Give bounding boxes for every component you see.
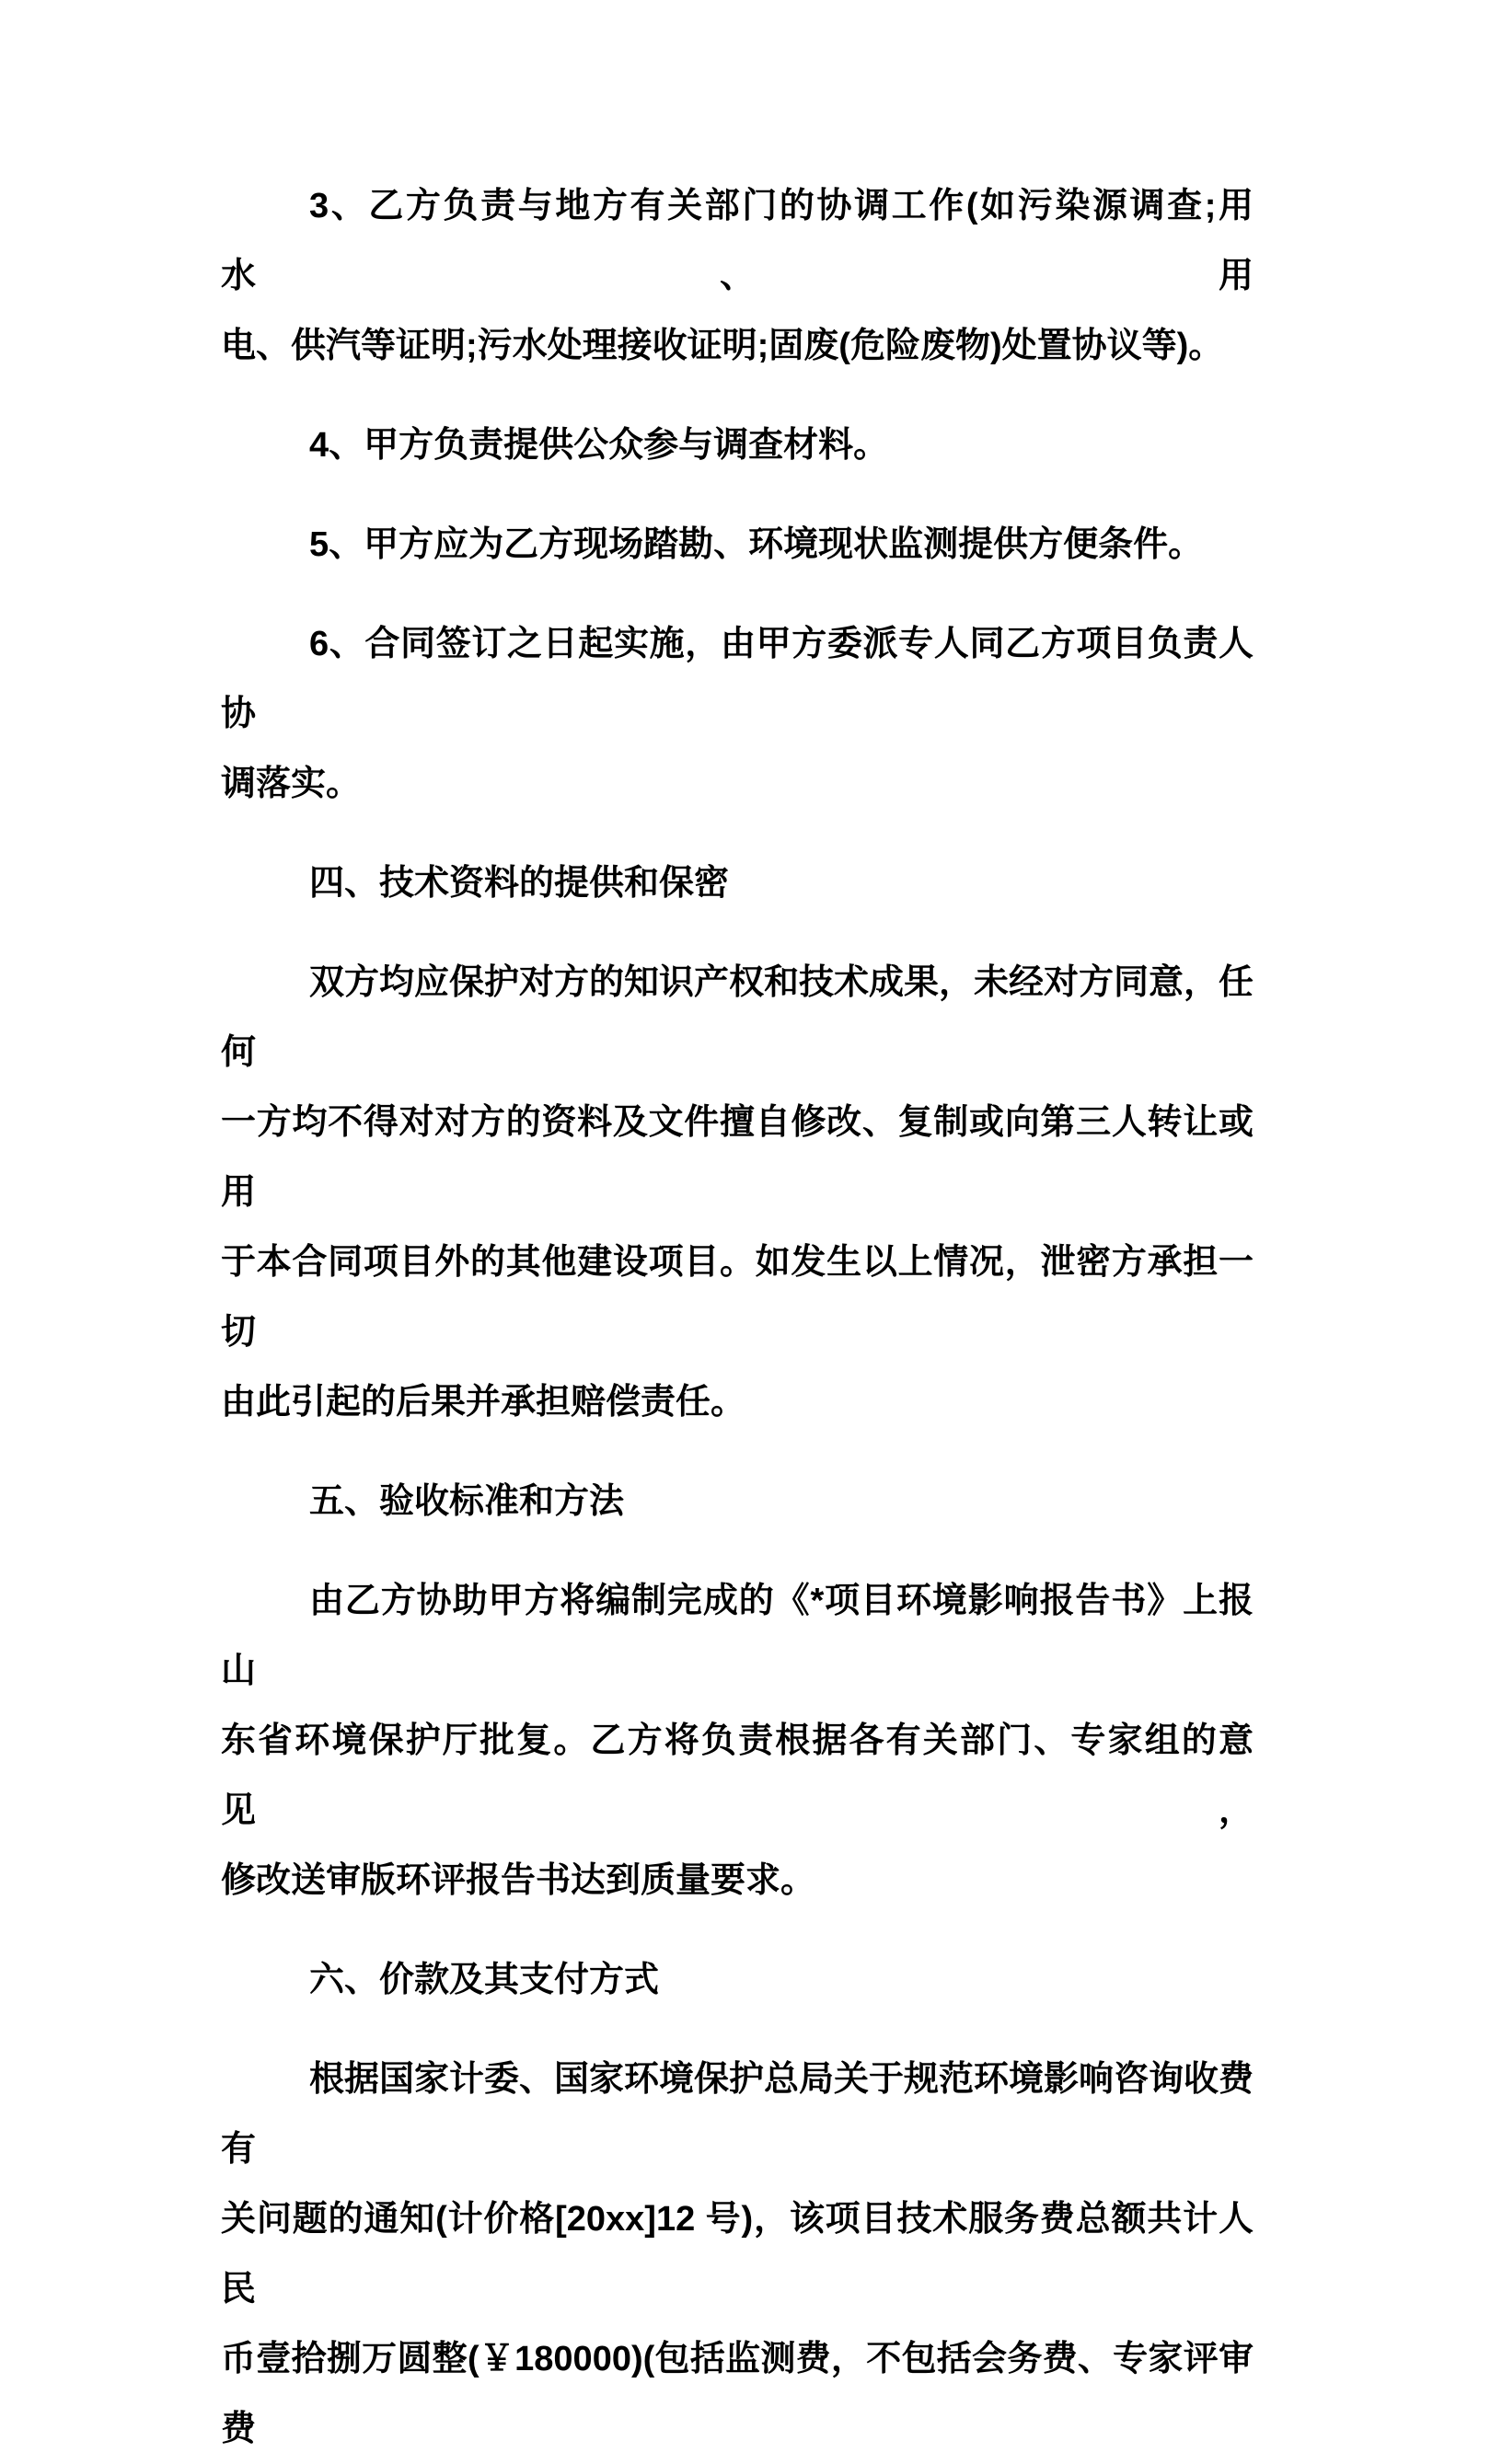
text-line: 四、技术资料的提供和保密 (309, 864, 730, 903)
text-line: 3、乙方负责与地方有关部门的协调工作(如污染源调查;用水、用 (221, 187, 1254, 295)
text-line: 由乙方协助甲方将编制完成的《*项目环境影响报告书》上报山 (221, 1582, 1254, 1690)
text-line: 于本合同项目外的其他建设项目。如发生以上情况，泄密方承担一切 (221, 1243, 1254, 1352)
text-line: 一方均不得对对方的资料及文件擅自修改、复制或向第三人转让或用 (221, 1103, 1254, 1212)
text-line: 双方均应保护对方的知识产权和技术成果，未经对方同意，任何 (221, 963, 1254, 1072)
contract-text-block (221, 171, 1254, 2464)
text-line: 4、甲方负责提供公众参与调查材料。 (309, 426, 889, 465)
section-5-body (221, 1566, 1254, 1916)
section-6-body (221, 2044, 1254, 2464)
section-4-heading (221, 848, 1254, 918)
text-line: 关问题的通知(计价格[20xx]12 号)，该项目技术服务费总额共计人民 (221, 2200, 1254, 2309)
text-line: 5、甲方应为乙方现场踏勘、环境现状监测提供方便条件。 (309, 525, 1204, 564)
text-line: 电、供汽等证明;污水处理接收证明;固废(危险废物)处置协议等)。 (221, 327, 1224, 365)
text-line: 6、合同签订之日起实施，由甲方委派专人同乙方项目负责人协 (221, 625, 1254, 733)
text-line: 调落实。 (221, 765, 362, 803)
text-line: 由此引起的后果并承担赔偿责任。 (221, 1383, 746, 1422)
text-line: 六、价款及其支付方式 (309, 1961, 660, 1999)
section-4-body (221, 948, 1254, 1437)
clause-4 (221, 410, 1254, 480)
text-line: 根据国家计委、国家环境保护总局关于规范环境影响咨询收费有 (221, 2060, 1254, 2169)
text-line: 修改送审版环评报告书达到质量要求。 (221, 1861, 816, 1900)
clause-3 (221, 171, 1254, 381)
text-line: 币壹拾捌万圆整(￥180000)(包括监测费，不包括会务费、专家评审费 (221, 2340, 1254, 2448)
clause-5 (221, 510, 1254, 580)
clause-6 (221, 609, 1254, 819)
section-6-heading (221, 1945, 1254, 2015)
section-5-heading (221, 1467, 1254, 1537)
text-line: 东省环境保护厅批复。乙方将负责根据各有关部门、专家组的意见， (221, 1721, 1254, 1830)
text-line: 五、验收标准和方法 (309, 1482, 625, 1521)
